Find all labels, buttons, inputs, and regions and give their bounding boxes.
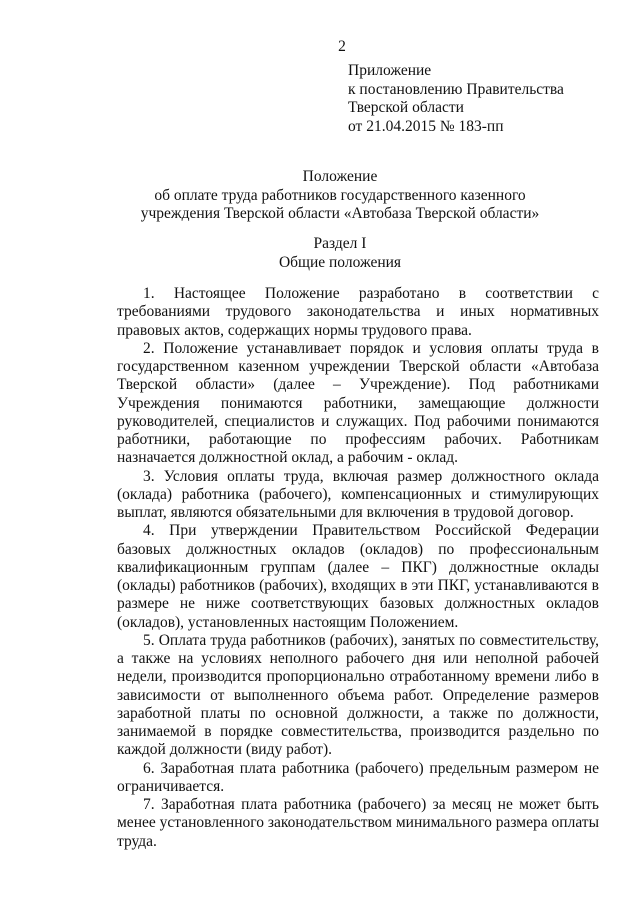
- section-number: Раздел I: [313, 235, 367, 252]
- page-number: 2: [338, 38, 346, 55]
- paragraph-5: 5. Оплата труда работников (рабочих), занятых по совместительству, а также на условиях неполного рабочего дня или неполной рабочей недели, производится пропорционально отработанному времени либо в зависимости от выполненного объема работ. Определение размеров заработной платы по основной должности, а также по должности, занимаемой в порядке совместительства, производится раздельно по каждой должности (виду работ).: [117, 631, 599, 759]
- paragraph-2: 2. Положение устанавливает порядок и условия оплаты труда в государственном казенном учреждении Тверской области «Автобаза Тверской области» (далее – Учреждение). Под работниками Учреждения понимаются работники, замещающие должности руководителей, специалистов и служащих. Под рабочими понимаются работники, работающие по профессиям рабочих. Работникам назначается должностной оклад, а рабочим - оклад.: [117, 339, 599, 467]
- appendix-line: Приложение: [348, 62, 432, 79]
- document-title: [70, 168, 610, 224]
- paragraph-1: 1. Настоящее Положение разработано в соответствии с требованиями трудового законодательства и иных нормативных правовых актов, содержащих нормы трудового права.: [117, 285, 599, 339]
- section-name: Общие положения: [278, 253, 402, 271]
- body-text: [117, 285, 599, 851]
- paragraph-6: 6. Заработная плата работника (рабочего) предельным размером не ограничивается.: [117, 759, 599, 795]
- title-line: учреждения Тверской области «Автобаза Тверской области»: [140, 205, 540, 222]
- paragraph-7: 7. Заработная плата работника (рабочего) за месяц не может быть менее установленного законодательством минимального размера оплаты труда.: [117, 796, 599, 850]
- appendix-line: Тверской области: [348, 99, 464, 116]
- appendix-header: [348, 62, 628, 136]
- title-line: об оплате труда работников государственного казенного: [154, 186, 526, 204]
- title-line: Положение: [302, 168, 378, 185]
- paragraph-3: 3. Условия оплаты труда, включая размер должностного оклада (оклада) работника (рабочего), компенсационных и стимулирующих выплат, являются обязательными для включения в трудовой договор.: [117, 467, 599, 521]
- appendix-date-line: от 21.04.2015 № 183-пп: [348, 117, 504, 135]
- paragraph-4: 4. При утверждении Правительством Российской Федерации базовых должностных окладов (окладов) по профессиональным квалификационным группам (далее – ПКГ) должностные оклады (оклады) работников (рабочих), входящих в эти ПКГ, устанавливаются в размере не ниже соответствующих базовых должностных окладов (окладов), установленных настоящим Положением.: [117, 522, 599, 631]
- section-heading: [70, 235, 610, 272]
- appendix-line: к постановлению Правительства: [348, 80, 564, 98]
